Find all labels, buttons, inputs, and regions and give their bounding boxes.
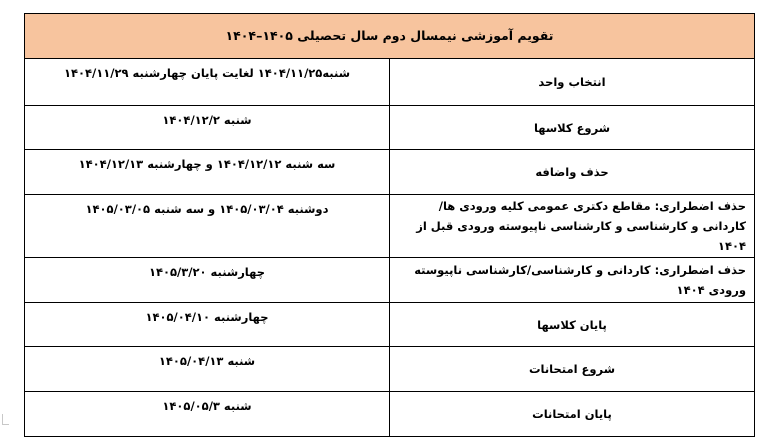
table-row [25, 303, 755, 347]
table-row [25, 392, 755, 437]
row-label: شروع امتحانات [390, 347, 755, 392]
table-row [25, 347, 755, 392]
academic-calendar-table [24, 13, 755, 437]
table-row [25, 195, 755, 258]
table-row [25, 59, 755, 106]
table-header-row [25, 14, 755, 59]
row-label: حذف اضطراری: کاردانی و کارشناسی/کارشناسی ناپیوسته ورودی ۱۴۰۴ [390, 258, 755, 303]
table-row [25, 258, 755, 303]
page-corner-mark [2, 414, 9, 425]
row-value: شنبه ۱۴۰۵/۰۴/۱۳ [25, 347, 390, 392]
row-value: دوشنبه ۱۴۰۵/۰۳/۰۴ و سه شنبه ۱۴۰۵/۰۳/۰۵ [25, 195, 390, 258]
row-value: شنبه ۱۴۰۴/۱۲/۲ [25, 106, 390, 150]
row-value: چهارشنبه ۱۴۰۵/۰۴/۱۰ [25, 303, 390, 347]
row-value: شنبه۱۴۰۴/۱۱/۲۵ لغایت پایان چهارشنبه ۱۴۰۴/۱۱/۲۹ [25, 59, 390, 106]
row-label: انتخاب واحد [390, 59, 755, 106]
row-label: حذف واضافه [390, 150, 755, 195]
row-label: پایان کلاسها [390, 303, 755, 347]
table-row [25, 106, 755, 150]
row-label: حذف اضطراری: مقاطع دکتری عمومی کلیه ورودی ها/ کاردانی و کارشناسی و کارشناسی ناپیوسته ورودی قبل از ۱۴۰۴ [390, 195, 755, 258]
table-title: تقویم آموزشی نیمسال دوم سال تحصیلی ۱۴۰۵–۱۴۰۴ [25, 14, 755, 59]
row-value: چهارشنبه ۱۴۰۵/۳/۲۰ [25, 258, 390, 303]
row-value: شنبه ۱۴۰۵/۰۵/۳ [25, 392, 390, 437]
row-label: شروع کلاسها [390, 106, 755, 150]
row-label: پایان امتحانات [390, 392, 755, 437]
row-value: سه شنبه ۱۴۰۴/۱۲/۱۲ و چهارشنبه ۱۴۰۴/۱۲/۱۳ [25, 150, 390, 195]
table-row [25, 150, 755, 195]
